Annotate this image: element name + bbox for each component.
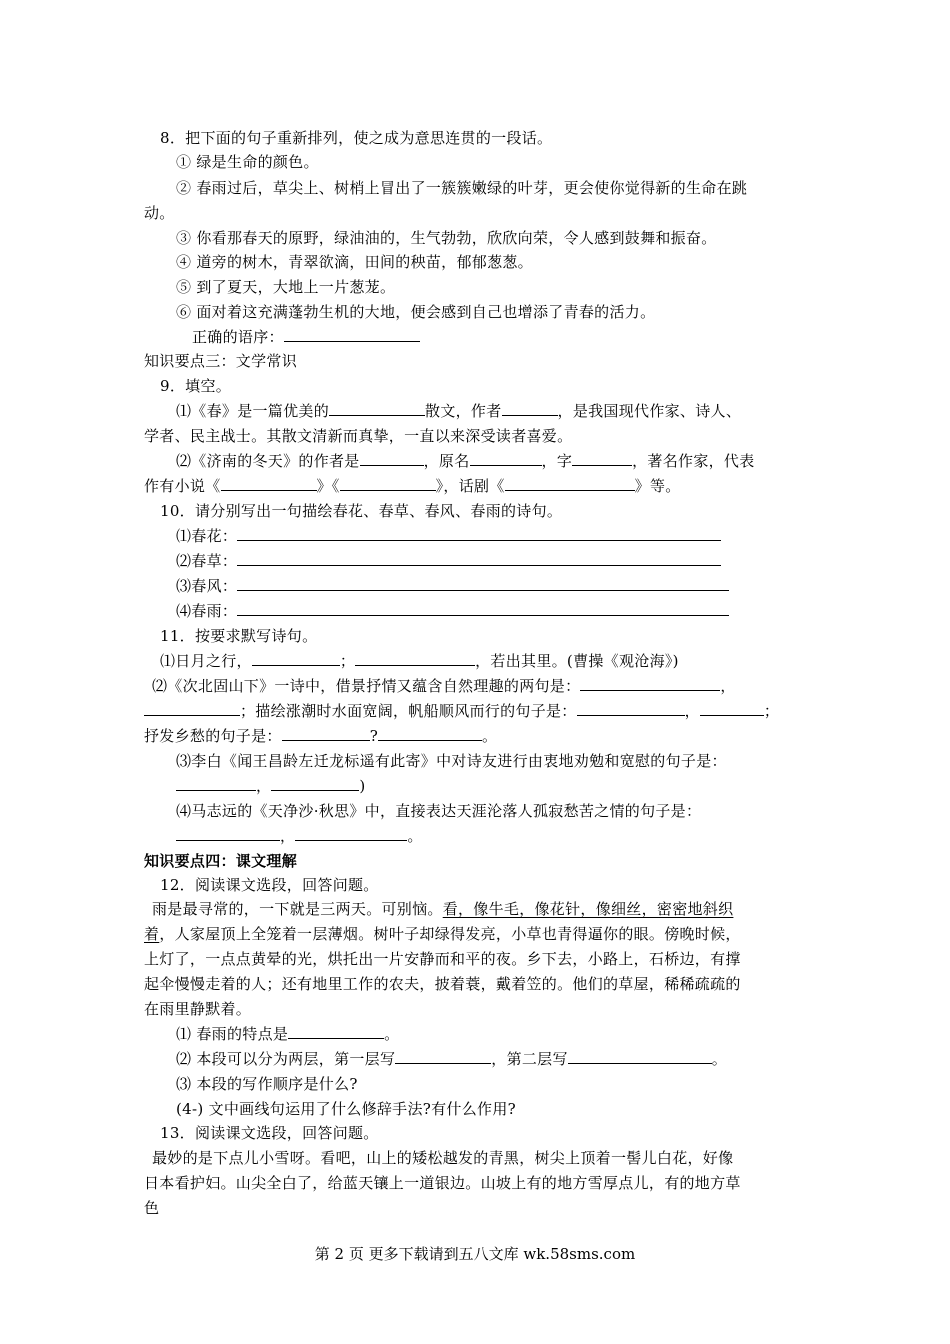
q9-p2-text-g: 》，话剧《 — [435, 477, 505, 495]
q11-blank-2c[interactable] — [577, 701, 685, 716]
q11-title: 11．按要求默写诗句。 — [160, 627, 318, 645]
q11-p2-text-e: ； — [763, 702, 780, 720]
q12-q2-end: 。 — [711, 1050, 728, 1068]
q11-p2-text-g: ? — [369, 727, 379, 745]
q12-title: 12．阅读课文选段，回答问题。 — [160, 876, 379, 894]
q9-blank-genre[interactable] — [329, 401, 425, 416]
q10-blank-3[interactable] — [237, 576, 729, 591]
q9-p2-text-b: ，原名 — [423, 452, 470, 470]
q11-part-2-cont — [144, 700, 779, 722]
q9-part-2-cont — [144, 475, 681, 497]
section-4-heading: 知识要点四：课文理解 — [144, 852, 298, 870]
q12-question-1 — [176, 1023, 399, 1045]
q8-sentence-4: ④ 道旁的树木，青翠欲滴，田间的秧苗，郁郁葱葱。 — [176, 253, 533, 271]
q11-p2-text-f: 抒发乡愁的句子是： — [144, 727, 282, 745]
q10-label-spring-rain: ⑷春雨： — [176, 602, 238, 620]
q9-blank-drama[interactable] — [505, 476, 635, 491]
q11-blank-1a[interactable] — [252, 651, 340, 666]
q10-label-spring-wind: ⑶春风： — [176, 577, 238, 595]
q11-part-4-cont — [176, 825, 423, 847]
q12-q2-text-a: ⑵ 本段可以分为两层，第一层写 — [176, 1050, 396, 1068]
q10-item-4 — [176, 600, 729, 622]
q9-blank-real-name[interactable] — [470, 451, 542, 466]
q11-part-3-cont — [176, 775, 365, 797]
q9-title: 9．填空。 — [160, 377, 232, 395]
q9-p1-text-c: ，是我国现代作家、诗人、 — [557, 402, 742, 420]
q11-p4-text-c: 。 — [407, 827, 423, 845]
q12-blank-1[interactable] — [288, 1024, 384, 1039]
q9-p2-text-a: ⑵《济南的冬天》的作者是 — [176, 452, 360, 470]
q11-p3-text-b: ， — [256, 777, 272, 795]
section-3-heading: 知识要点三：文学常识 — [144, 352, 298, 370]
q11-blank-2a[interactable] — [580, 676, 720, 691]
q11-blank-1b[interactable] — [355, 651, 475, 666]
q13-text-line-2: 日本看护妇。山尖全白了，给蓝天镶上一道银边。山坡上有的地方雪厚点儿，有的地方草 — [144, 1174, 741, 1192]
q9-p2-text-e: 作有小说《 — [144, 477, 221, 495]
q13-text-line-1: 最妙的是下点儿小雪呀。看吧，山上的矮松越发的青黑，树尖上顶着一髻儿白花，好像 — [152, 1149, 734, 1167]
q9-p2-text-d: ，著名作家，代表 — [632, 452, 755, 470]
q11-part-1 — [160, 650, 679, 672]
q11-blank-4b[interactable] — [295, 826, 407, 841]
q12-text-line-4: 起伞慢慢走着的人；还有地里工作的农夫，披着蓑，戴着笠的。他们的草屋，稀稀疏疏的 — [144, 975, 741, 993]
q11-blank-3a[interactable] — [176, 776, 256, 791]
q11-p2-text-c: ；描绘涨潮时水面宽阔，帆船顺风而行的句子是： — [240, 702, 577, 720]
q11-blank-3b[interactable] — [271, 776, 359, 791]
q9-blank-courtesy-name[interactable] — [572, 451, 632, 466]
q12-text-1a: 雨是最寻常的，一下就是三两天。可别恼。 — [152, 900, 443, 918]
q11-part-2-homesick — [144, 725, 497, 747]
q12-text-line-3: 上灯了，一点点黄晕的光，烘托出一片安静而和平的夜。乡下去，小路上，石桥边，有撑 — [144, 950, 741, 968]
q12-underlined-sentence-end: 着 — [144, 925, 160, 943]
q12-q1-end: 。 — [384, 1025, 400, 1043]
q9-p1-text-a: ⑴《春》是一篇优美的 — [176, 402, 330, 420]
q9-p2-text-h: 》等。 — [634, 477, 681, 495]
q12-q2-text-b: ，第二层写 — [491, 1050, 568, 1068]
q11-blank-2d[interactable] — [700, 701, 764, 716]
q10-blank-1[interactable] — [237, 526, 721, 541]
q9-p2-text-f: 》《 — [316, 477, 340, 495]
q12-text-2a: ，人家屋顶上全笼着一层薄烟。树叶子却绿得发亮，小草也青得逼你的眼。傍晚时候， — [159, 925, 741, 943]
q11-p3-text-c: ) — [359, 777, 366, 795]
q12-q1-text: ⑴ 春雨的特点是 — [176, 1025, 289, 1043]
q9-blank-novel-1[interactable] — [221, 476, 317, 491]
q12-blank-2a[interactable] — [395, 1049, 491, 1064]
q10-item-2 — [176, 550, 721, 572]
q11-p2-text-h: 。 — [482, 727, 498, 745]
q9-blank-novel-2[interactable] — [340, 476, 436, 491]
q10-label-spring-flower: ⑴春花： — [176, 527, 238, 545]
q12-question-2 — [176, 1048, 727, 1070]
q12-text-line-2 — [144, 923, 741, 945]
q11-p2-text-b: ， — [720, 677, 736, 695]
q12-blank-2b[interactable] — [568, 1049, 712, 1064]
q9-part-1 — [176, 400, 741, 422]
q8-sentence-1: ① 绿是生命的颜色。 — [176, 153, 319, 171]
q11-part-4: ⑷马志远的《天净沙·秋思》中，直接表达天涯沦落人孤寂愁苦之情的句子是： — [176, 802, 702, 820]
q11-p2-text-d: ， — [684, 702, 700, 720]
q9-part-2 — [176, 450, 755, 472]
q11-p1-text-a: ⑴日月之行， — [160, 652, 252, 670]
q12-text-line-5: 在雨里静默着。 — [144, 1000, 252, 1018]
q11-p1-text-b: ； — [339, 652, 356, 670]
page-footer: 第 2 页 更多下载请到五八文库 wk.58sms.com — [314, 1245, 636, 1263]
q10-blank-4[interactable] — [237, 601, 729, 616]
q12-question-3: ⑶ 本段的写作顺序是什么? — [176, 1075, 358, 1093]
q8-sentence-6: ⑥ 面对着这充满蓬勃生机的大地，便会感到自己也增添了青春的活力。 — [176, 303, 656, 321]
q8-sentence-2-cont: 动。 — [144, 204, 175, 222]
q8-title: 8．把下面的句子重新排列，使之成为意思连贯的一段话。 — [160, 129, 553, 147]
q9-p2-text-c: ，字 — [541, 452, 573, 470]
q11-p2-text-a: ⑵《次北固山下》一诗中，借景抒情又蕴含自然理趣的两句是： — [152, 677, 581, 695]
q11-blank-2f[interactable] — [378, 726, 482, 741]
q8-answer-label: 正确的语序： — [192, 328, 284, 346]
q9-p1-text-b: 散文，作者 — [425, 402, 502, 420]
q11-blank-2e[interactable] — [282, 726, 370, 741]
q10-blank-2[interactable] — [237, 551, 721, 566]
q12-text-line-1 — [152, 898, 733, 920]
q11-p4-text-b: ， — [280, 827, 296, 845]
q8-answer-line — [192, 326, 420, 348]
q9-blank-author[interactable] — [502, 401, 558, 416]
q11-part-3: ⑶李白《闻王昌龄左迁龙标遥有此寄》中对诗友进行由衷地劝勉和宽慰的句子是： — [176, 752, 727, 770]
q10-label-spring-grass: ⑵春草： — [176, 552, 238, 570]
q8-sentence-5: ⑤ 到了夏天，大地上一片葱茏。 — [176, 278, 396, 296]
q8-sentence-3: ③ 你看那春天的原野，绿油油的，生气勃勃，欣欣向荣，令人感到鼓舞和振奋。 — [176, 229, 717, 247]
q9-part-1-cont: 学者、民主战士。其散文清新而真挚，一直以来深受读者喜爱。 — [144, 427, 573, 445]
q10-item-1 — [176, 525, 721, 547]
q10-title: 10．请分别写出一句描绘春花、春草、春风、春雨的诗句。 — [160, 502, 563, 520]
q11-blank-4a[interactable] — [176, 826, 280, 841]
q12-underlined-sentence: 看，像牛毛，像花针，像细丝，密密地斜织 — [442, 900, 734, 918]
q11-p1-text-c: ，若出其里。(曹操《观沧海》) — [475, 652, 679, 670]
q10-item-3 — [176, 575, 729, 597]
q8-sentence-2: ② 春雨过后，草尖上、树梢上冒出了一簇簇嫩绿的叶芽，更会使你觉得新的生命在跳 — [176, 179, 748, 197]
q9-blank-author-2[interactable] — [360, 451, 424, 466]
q11-part-2 — [152, 675, 736, 697]
q8-answer-blank[interactable] — [284, 327, 420, 342]
q11-blank-2b[interactable] — [144, 701, 240, 716]
q13-text-line-3: 色 — [144, 1199, 160, 1217]
q13-title: 13．阅读课文选段，回答问题。 — [160, 1124, 379, 1142]
q12-question-4: (4-) 文中画线句运用了什么修辞手法?有什么作用? — [176, 1100, 516, 1118]
